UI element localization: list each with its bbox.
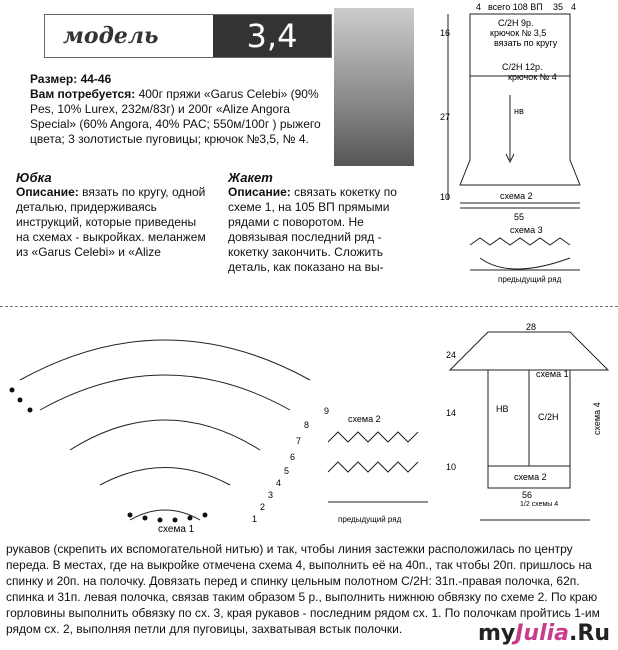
model-label: модель <box>63 23 159 49</box>
scheme2-small-diagram <box>318 412 438 530</box>
svg-text:схема 2: схема 2 <box>514 472 547 482</box>
svg-text:нв: нв <box>514 106 524 116</box>
model-photo <box>334 8 414 166</box>
skirt-section: Юбка Описание: вязать по кругу, одной деталью, придерживаясь инструкций, которые приведены на схемах - выкройках. меланжем из «Garus Celebi» и «Alize <box>16 170 212 260</box>
svg-text:С/2Н: С/2Н <box>538 412 559 422</box>
label-35: 35 <box>553 2 564 12</box>
skirt-schematic <box>440 0 618 300</box>
scheme1-diagram <box>0 320 330 535</box>
svg-text:6: 6 <box>290 452 296 462</box>
svg-text:С/2Н 9р.: С/2Н 9р. <box>498 18 534 28</box>
skirt-title: Юбка <box>16 170 52 185</box>
svg-text:10: 10 <box>446 462 457 472</box>
svg-text:вязать по кругу: вязать по кругу <box>494 38 558 48</box>
label-16: 16 <box>440 28 451 38</box>
svg-text:56: 56 <box>522 490 533 500</box>
materials-block: Размер: 44-46 Вам потребуется: 400г пряжи «Garus Celebi» (90% Pes, 10% Lurex, 232м/83г) и 200г «Alize Angora Special» (60% Angora, 40% PAC; 550м/100г ) рыжего цвета; 3 золотистые пуговицы; крючок №3,5, № 4. <box>30 72 321 146</box>
svg-text:14: 14 <box>446 408 457 418</box>
label-55: 55 <box>514 212 525 222</box>
label-27: 27 <box>440 112 451 122</box>
site-logo: myJulia.Ru <box>477 621 610 646</box>
svg-text:9: 9 <box>324 406 330 416</box>
bottom-instructions: рукавов (скрепить их вспомогательной нитью) и так, чтобы линия застежки расположилась по центру переда. В местах, где на выкройке отмечена схема 4, выполнить её на 40п., так чтобы 20п. пришлось на спинку и 20п. на полочку. Довязать перед и спинку цельным полотном С/2Н: 31п.-правая полочка, 62п. спинка и 31п. левая полочка, связав таким образом 5 р., выполнить нижнюю обвязку по схеме 2. По краю горловины выполнить обвязку по сх. 3, края рукавов - последним рядом сх. 1. По полочкам пройтись 1-им рядом сх. 2, выполняя петли для пуговицы, захватывая встык полочки. <box>6 542 600 636</box>
svg-text:схема 2: схема 2 <box>500 191 533 201</box>
svg-text:7: 7 <box>296 436 302 446</box>
model-banner <box>44 14 332 58</box>
skirt-description: вязать по кругу, одной деталью, придерживаясь инструкций, которые приведены на схемах - выкройках. меланжем из «Garus Celebi» и «Alize <box>16 185 206 259</box>
svg-text:5: 5 <box>284 466 290 476</box>
scheme1-label: схема 1 <box>158 524 195 535</box>
svg-text:С/2Н 12р.: С/2Н 12р. <box>502 62 543 72</box>
jacket-description: связать кокетку по схеме 1, на 105 ВП прямыми рядами с поворотом. Не довязывая последний ряд - кокетку закончить. Сложить деталь, как показано на вы- <box>228 185 397 274</box>
jacket-section: Жакет Описание: связать кокетку по схеме 1, на 105 ВП прямыми рядами с поворотом. Не довязывая последний ряд - кокетку закончить. Сложить деталь, как показано на вы- <box>228 170 424 290</box>
label-4b: 4 <box>571 2 577 12</box>
svg-text:схема 2: схема 2 <box>348 414 381 424</box>
svg-text:24: 24 <box>446 350 457 360</box>
svg-text:1: 1 <box>252 514 258 524</box>
divider <box>0 306 618 307</box>
label-total: всего 108 ВП <box>488 2 543 12</box>
jacket-schematic <box>440 320 618 540</box>
svg-text:предыдущий ряд: предыдущий ряд <box>498 275 562 284</box>
svg-text:28: 28 <box>526 322 537 332</box>
label-10: 10 <box>440 192 451 202</box>
svg-text:схема 1: схема 1 <box>536 369 569 379</box>
svg-text:крючок № 3,5: крючок № 3,5 <box>490 28 547 38</box>
model-number: 3,4 <box>213 15 331 57</box>
label-4a: 4 <box>476 2 482 12</box>
svg-text:схема 3: схема 3 <box>510 225 543 235</box>
svg-text:1/2 схемы 4: 1/2 схемы 4 <box>520 501 559 508</box>
svg-text:4: 4 <box>276 478 282 488</box>
svg-text:схема 4: схема 4 <box>592 402 602 435</box>
jacket-title: Жакет <box>228 170 273 185</box>
svg-text:2: 2 <box>260 502 266 512</box>
svg-text:8: 8 <box>304 420 310 430</box>
svg-text:крючок № 4: крючок № 4 <box>508 72 557 82</box>
svg-text:3: 3 <box>268 490 274 500</box>
svg-text:НВ: НВ <box>496 404 509 414</box>
svg-text:предыдущий ряд: предыдущий ряд <box>338 515 402 524</box>
